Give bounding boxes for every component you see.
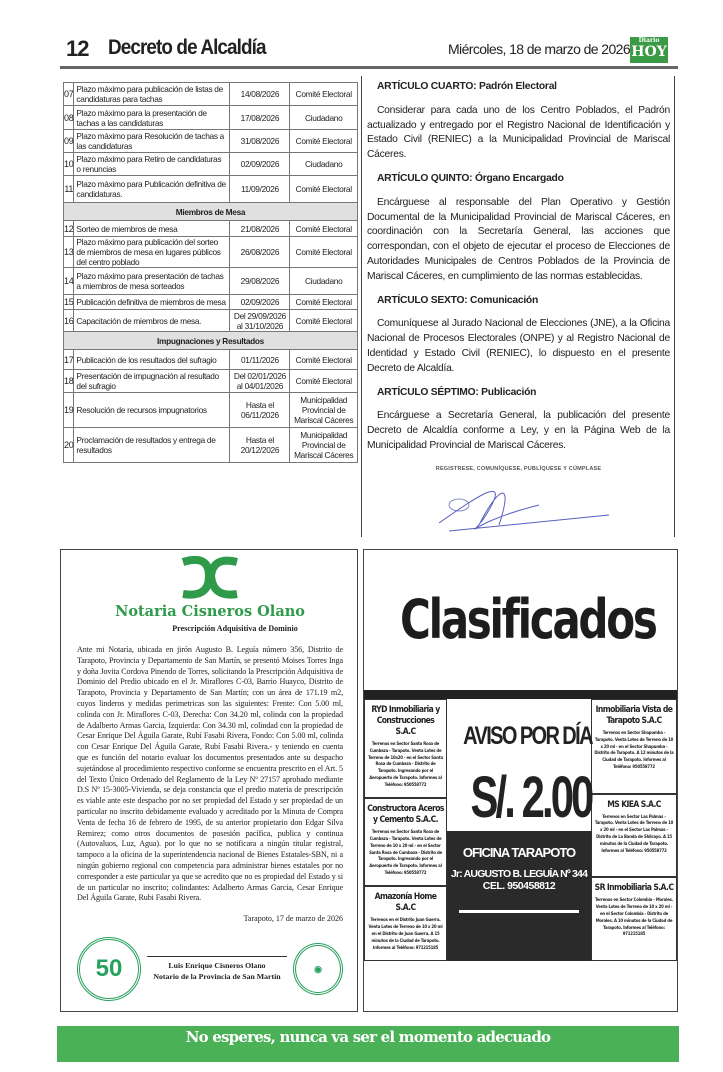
row-date: 02/09/2026: [230, 153, 290, 176]
row-date: 02/09/2026: [230, 295, 290, 310]
row-number: 20: [64, 428, 74, 463]
row-activity: Sorteo de miembros de mesa: [74, 221, 230, 237]
classifieds-divider: [364, 690, 677, 699]
table-row: [64, 268, 358, 295]
article-title: ARTÍCULO SÉPTIMO: Publicación: [377, 386, 537, 398]
row-activity: Publicación definitiva de miembros de mesa: [74, 295, 230, 310]
section-label: Miembros de Mesa: [64, 203, 358, 221]
row-activity: Plazo máximo para Resolución de tachas a las candidaturas: [74, 130, 230, 153]
row-date: 26/08/2026: [230, 237, 290, 268]
notary-logo-icon: [179, 556, 241, 601]
row-responsible: Comité Electoral: [290, 370, 358, 393]
ad-text: Terrenos en Sector Santa Rosa de Cumbaza - Tarapoto. Venta Lotes de Terreno de 10x20 - en el Sector Santa Rosa de Cumbaza - Distrito de Tarapoto. Ingresando por el Aeropuerto de Tarapoto. Informes al Teléfono: 950558772: [368, 742, 443, 788]
row-activity: Plazo máximo para Publicación definitiva de candidaturas.: [74, 176, 230, 203]
table-row: [64, 176, 358, 203]
classifieds-section: [363, 549, 678, 1012]
row-activity: Resolución de recursos impugnatorios: [74, 393, 230, 428]
notary-notice: [60, 549, 358, 1012]
row-activity: Capacitación de miembros de mesa.: [74, 310, 230, 332]
row-activity: Plazo máximo para la presentación de tachas a las candidaturas: [74, 106, 230, 130]
office-phone: CEL. 950458812: [482, 880, 556, 892]
table-row: [64, 393, 358, 428]
row-responsible: Comité Electoral: [290, 310, 358, 332]
notary-signature-block: [147, 956, 287, 982]
notice-subtitle: Prescripción Adquisitiva de Dominio: [172, 624, 298, 633]
classifieds-body: [364, 699, 677, 961]
row-date: 11/09/2026: [230, 176, 290, 203]
row-responsible: Comité Electoral: [290, 350, 358, 370]
signature-caption: REGISTRESE, COMUNÍQUESE, PUBLÍQUESE Y CÚMPLASE: [435, 465, 602, 472]
classifieds-title-box: [364, 550, 677, 690]
right-ads-column: [591, 699, 677, 961]
article-body: Encárguese al responsable del Plan Operativo y Gestión Documental de la Municipalidad Provincial de Mariscal Cáceres, en coordinación con la Secretaría General, las acciones que correspondan, con el objeto de ejecutar el proceso de Elecciones de Autoridades Municipales de Centros Poblados de la Provincia de Mariscal Cáceres, en cumplimiento de las normas establecidas.: [367, 196, 670, 282]
article-title: ARTÍCULO SEXTO: Comunicación: [377, 294, 539, 306]
table-row: [64, 237, 358, 268]
section-title: Decreto de Alcaldía: [108, 36, 266, 59]
row-responsible: Comité Electoral: [290, 130, 358, 153]
article-body: Comuníquese al Jurado Nacional de Elecciones (JNE), a la Oficina Nacional de Procesos Electorales (ONPE) y al Registro Nacional de Identidad y Estado Civil (RENIEC), lo dispuesto en el presente Decreto de Alcaldía.: [367, 318, 670, 374]
row-number: 10: [64, 153, 74, 176]
header-rule: [60, 66, 678, 69]
row-date: Del 29/09/2026 al 31/10/2026: [230, 310, 290, 332]
article-body: Encárguese a Secretaría General, la publicación del presente Decreto de Alcaldía conforme a Ley, y en la Página Web de la Municipalidad Provincial de Mariscal Cáceres.: [367, 410, 670, 451]
table-row: [64, 153, 358, 176]
row-date: Hasta el 20/12/2026: [230, 428, 290, 463]
classified-ad: [591, 877, 677, 961]
classified-ad: [364, 886, 447, 961]
logo-small: Diario: [638, 37, 660, 44]
classified-ad: [364, 699, 447, 798]
election-schedule-table: [63, 82, 358, 463]
office-address: Jr: AUGUSTO B. LEGUÍA Nº 344: [450, 868, 588, 880]
row-date: 31/08/2026: [230, 130, 290, 153]
row-number: 08: [64, 106, 74, 130]
table-row: [64, 310, 358, 332]
row-responsible: Ciudadano: [290, 106, 358, 130]
row-activity: Plazo máximo para Retiro de candidaturas o renuncias: [74, 153, 230, 176]
ad-title: MS KIEA S.A.C: [607, 799, 661, 810]
left-ads-column: [364, 699, 447, 961]
table-row: [64, 221, 358, 237]
notary-seal-icon: ◉: [293, 943, 343, 995]
signer-name: Luis Enrique Cisneros Olano: [168, 961, 266, 971]
row-activity: Plazo máximo para publicación del sorteo de miembros de mesa en lugares públicos del centro poblado: [74, 237, 230, 268]
office-underline: [459, 910, 579, 913]
row-number: 12: [64, 221, 74, 237]
aviso-label: AVISO POR DÍA: [463, 722, 592, 750]
table-row: [64, 83, 358, 106]
table-row: [64, 370, 358, 393]
table-row: [64, 130, 358, 153]
row-responsible: Comité Electoral: [290, 295, 358, 310]
row-responsible: Ciudadano: [290, 268, 358, 295]
place-date: Tarapoto, 17 de marzo de 2026: [243, 914, 343, 924]
office-block: [447, 831, 591, 961]
row-activity: Proclamación de resultados y entrega de resultados: [74, 428, 230, 463]
row-responsible: Comité Electoral: [290, 83, 358, 106]
row-responsible: Comité Electoral: [290, 176, 358, 203]
ad-text: Terrenos en Sector Las Palmas - Tarapoto. Venta Lotes de Terreno de 10 x 20 ml - en el Sector Las Palmas - Distrito de La Banda de Shilcayo. A 15 minutos de la Ciudad de Tarapoto. Informes al Teléfono: 950558772: [594, 814, 674, 854]
table-row: [64, 106, 358, 130]
row-number: 09: [64, 130, 74, 153]
row-date: 17/08/2026: [230, 106, 290, 130]
articles-column: [361, 76, 675, 537]
ad-title: Amazonía Home S.A.C: [374, 892, 437, 914]
table-section-header: [64, 332, 358, 350]
row-responsible: Municipalidad Provincial de Mariscal Cáceres: [290, 428, 358, 463]
ad-text: Terrenos en Sector Santa Rosa de Cumbaza - Tarapoto. Venta Lotes de Terreno de 10 x 20 ml - en el Sector Santa Rosa de Cumbaza - Distrito de Tarapoto. Ingresando por el Aeropuerto de Tarapoto. Informes al Teléfono: 950558772: [369, 830, 442, 876]
table-row: [64, 295, 358, 310]
slogan-banner: No esperes, nunca va ser el momento adecuado: [57, 1026, 679, 1062]
row-responsible: Comité Electoral: [290, 237, 358, 268]
aviso-box: [447, 721, 591, 751]
ad-title: Constructora Aceros y Cemento S.A.C.: [367, 804, 444, 826]
ad-text: Terrenos en Sector Shapumba - Tarapoto. Venta Lotes de Terreno de 10 x 20 ml - en el Sector Shapumba - Distrito de Tarapoto. A 12 minutos de la Ciudad de Tarapoto. Informes al Teléfono: 950558772: [594, 731, 674, 770]
row-date: 14/08/2026: [230, 83, 290, 106]
price-label: S/. 2.00: [470, 765, 592, 830]
classified-ad: [591, 699, 677, 794]
anniversary-seal-icon: 50: [77, 937, 141, 1001]
row-date: 01/11/2026: [230, 350, 290, 370]
article-title: ARTÍCULO CUARTO: Padrón Electoral: [377, 81, 557, 92]
logo-big: HOY: [631, 44, 667, 60]
row-number: 13: [64, 237, 74, 268]
office-name: OFICINA TARAPOTO: [462, 845, 576, 860]
row-number: 11: [64, 176, 74, 203]
table-section-header: [64, 203, 358, 221]
ad-title: RYD Inmobiliaria y Construcciones S.A.C: [371, 705, 440, 737]
row-date: Del 02/01/2026 al 04/01/2026: [230, 370, 290, 393]
row-number: 14: [64, 268, 74, 295]
row-activity: Plazo máximo para presentación de tachas a miembros de mesa sorteados: [74, 268, 230, 295]
row-number: 16: [64, 310, 74, 332]
article-body: Considerar para cada uno de los Centro Poblados, el Padrón actualizado y entregado por el Registro Nacional de Identificación y Estado Civil (RENIEC) a la Municipalidad Provincial de Mariscal Cáceres.: [367, 104, 670, 161]
ad-text: Terrenos en Sector Colombia - Morales. Venta Lotes de Terreno de 10 x 20 ml - en el Sector Colombia - Distrito de Morales. A 10 minutos de la Ciudad de Tarapoto. Informes al Teléfono: 971215185: [595, 898, 673, 938]
row-responsible: Comité Electoral: [290, 221, 358, 237]
notary-name: Notaria Cisneros Olano: [115, 603, 305, 620]
classifieds-title: Clasificados: [400, 588, 656, 651]
row-date: 29/08/2026: [230, 268, 290, 295]
row-responsible: Municipalidad Provincial de Mariscal Cáceres: [290, 393, 358, 428]
articles-list: [367, 80, 670, 454]
notice-body: Ante mi Notaría, ubicada en jirón Augusto B. Leguía número 356, Distrito de Tarapoto, Provincia y Departamento de San Martín, se presentó Moises Torres Inga y doña Jovita Cordova Pinendo de Torres, solicitando la Prescripción Adquisitiva de Dominio del Predio ubicado en el Jr. Miraflores C-03, Barrio Huayco, Distrito de Tarapoto, Provincia y Departamento de San Martín; con un área de 171.19 m2, cuyos linderos y medidas perimetricas son las siguientes: Frente: Con 5.00 ml, colinda con Jr. Miraflores C-03, Derecha: Con 34.20 ml, colinda con la propiedad de Adalberto Armas Garcia, Izquierda: Con 34.30 ml, colindad con la propiedad de Cesar Enrique Del Águila Garate, Rubí Fasabi Rivera, Fondo: Con 5.00 ml, colinda con Cesar Enrique Del Águila Garate, Rubí Fasabi Rivera.- y teniendo en cuenta que es función del notario evaluar los documentos presentados ante su despacho sujetándose al procedimiento respectivo conforme se encuentra prescrito en el Art. 5 del Texto Único Ordenado del Reglamento de la Ley Nº 27157 aprobado mediante D.S Nº 15-3005-Vivienda, se deja constancia que el predio materia de prescripción es viable ante este despacho por no ser propiedad del Estado y ser propiedad de un particular no inscrito debidamente evaluado y acreditado por la Minuta de Compra Venta de fecha 16 de febrero de 1995, de su anterior propietario don Edgar Silva Remirez; como otros documentos de posesión pacífica, publica y continua (Autovaluos, Luz, Agua). por lo que no se notificara a ningún titular registral, tampoco a la oficina de la superintendencia nacional de Bienes Estatales-SBN, ni a ningún gobierno regional con competencia para administrar bienes estatales por no corresponder a este particular ya que se acredito que no es propiedad del Estado y si de un particular no inscrito; colindantes: Adalberto Armas Garcia, Cesar Enrique Del Águila Garate, Rubi Fasabi Rivera.: [77, 645, 343, 903]
notary-footer: [77, 937, 343, 1001]
mayor-signature-stamp: [419, 473, 619, 533]
row-number: 18: [64, 370, 74, 393]
row-number: 17: [64, 350, 74, 370]
pricing-ad: [447, 699, 591, 961]
signer-title: Notario de la Provincia de San Martín: [153, 972, 281, 982]
table-row: [64, 428, 358, 463]
row-activity: Presentación de impugnación al resultado del sufragio: [74, 370, 230, 393]
issue-date: Miércoles, 18 de marzo de 2026: [448, 41, 630, 57]
classified-ad: [591, 794, 677, 878]
row-date: Hasta el 06/11/2026: [230, 393, 290, 428]
article-title: ARTÍCULO QUINTO: Órgano Encargado: [377, 172, 564, 184]
ad-text: Terrenos en el Distrito Juan Guerra. Venta Lotes de Terreno de 10 x 20 ml en el Distrito de Juan Guerra. A 15 minutos de la Ciudad de Tarapoto. Informes al Teléfono: 971215185: [368, 918, 443, 951]
row-number: 19: [64, 393, 74, 428]
ad-title: Inmobiliaria Vista de Tarapoto S.A.C: [595, 705, 673, 726]
row-activity: Plazo máximo para publicación de listas de candidaturas para tachas: [74, 83, 230, 106]
row-responsible: Ciudadano: [290, 153, 358, 176]
page-number: 12: [66, 36, 89, 61]
row-number: 15: [64, 295, 74, 310]
row-activity: Publicación de los resultados del sufragio: [74, 350, 230, 370]
price-box: [447, 765, 591, 831]
table-row: [64, 350, 358, 370]
ad-title: SR Inmobiliaria S.A.C: [594, 883, 674, 894]
diario-hoy-logo: [630, 37, 668, 63]
classified-ad: [364, 798, 447, 886]
signature-area: [419, 463, 619, 533]
row-date: 21/08/2026: [230, 221, 290, 237]
section-label: Impugnaciones y Resultados: [64, 332, 358, 350]
row-number: 07: [64, 83, 74, 106]
